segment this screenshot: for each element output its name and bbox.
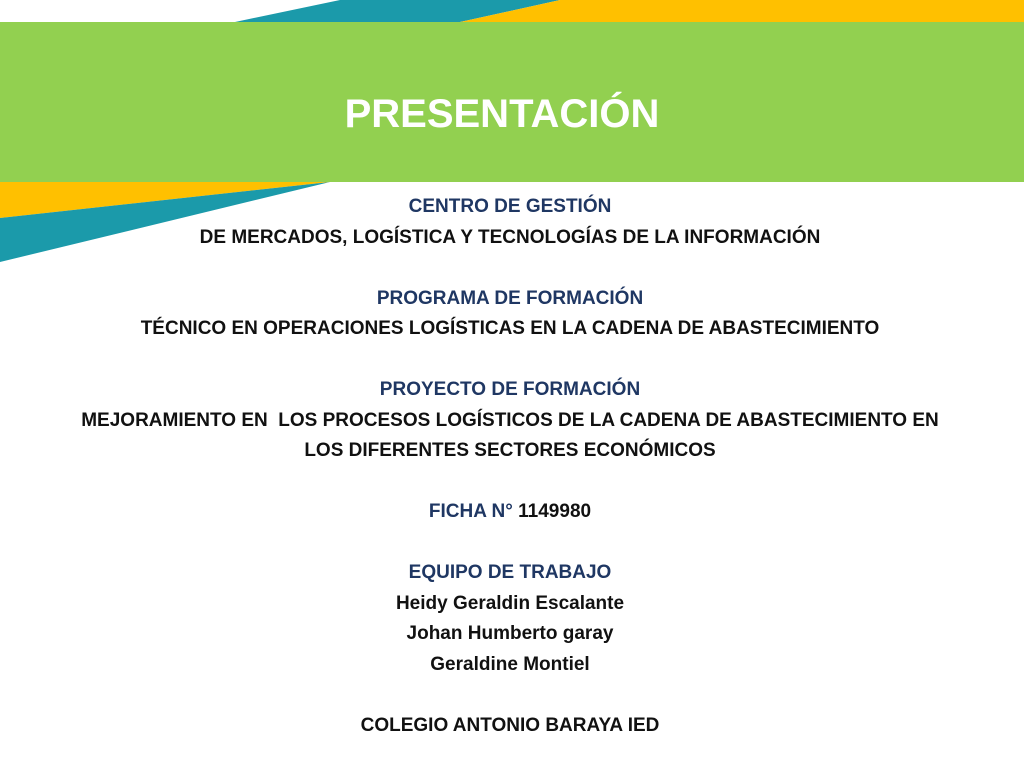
programa-heading: PROGRAMA DE FORMACIÓN xyxy=(376,287,644,309)
centro-heading: CENTRO DE GESTIÓN xyxy=(408,196,612,217)
spacer xyxy=(0,680,1020,711)
proyecto-heading: PROYECTO DE FORMACIÓN xyxy=(379,379,641,400)
equipo-heading: EQUIPO DE TRABAJO xyxy=(408,562,612,583)
proyecto-value-line-1: MEJORAMIENTO EN LOS PROCESOS LOGÍSTICOS DE LA CADENA DE ABASTECIMIENTO EN xyxy=(81,409,939,431)
spacer xyxy=(0,528,1020,559)
team-member: Geraldine Montiel xyxy=(430,653,590,675)
team-member: Johan Humberto garay xyxy=(406,623,614,644)
spacer xyxy=(0,467,1020,498)
centro-value: DE MERCADOS, LOGÍSTICA Y TECNOLOGÍAS DE LA INFORMACIÓN xyxy=(199,226,821,248)
spacer xyxy=(0,253,1020,284)
ficha-line xyxy=(0,497,1020,528)
programa-value: TÉCNICO EN OPERACIONES LOGÍSTICAS EN LA CADENA DE ABASTECIMIENTO xyxy=(140,318,880,339)
colegio-name: COLEGIO ANTONIO BARAYA IED xyxy=(360,714,660,736)
proyecto-value-line-2: LOS DIFERENTES SECTORES ECONÓMICOS xyxy=(304,440,716,461)
ficha-label: FICHA N° xyxy=(428,501,513,522)
spacer xyxy=(0,345,1020,376)
team-member: Heidy Geraldin Escalante xyxy=(395,592,625,614)
slide-content xyxy=(0,192,1020,741)
slide-title: PRESENTACIÓN xyxy=(344,92,660,136)
ficha-number: 1149980 xyxy=(518,501,592,522)
